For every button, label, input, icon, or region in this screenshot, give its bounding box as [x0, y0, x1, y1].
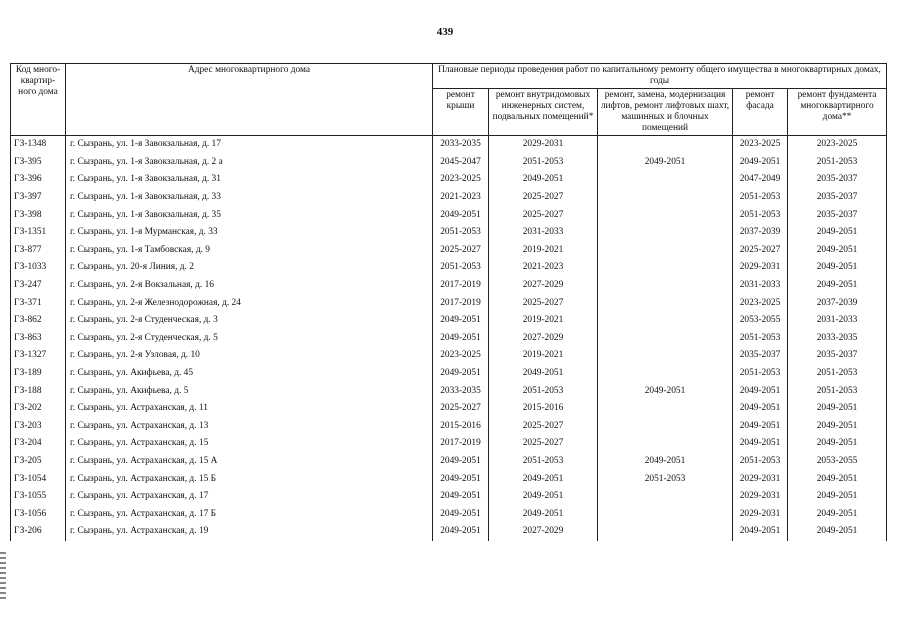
table-row [11, 505, 887, 523]
cell-systems: 2027-2029 [489, 330, 598, 348]
cell-code: ГЗ-188 [11, 382, 66, 400]
cell-foundation: 2033-2035 [788, 330, 887, 348]
cell-address: г. Сызрань, ул. 1-я Завокзальная, д. 2 а [66, 154, 433, 172]
cell-roof: 2049-2051 [433, 330, 489, 348]
cell-elevators [598, 259, 733, 277]
cell-address: г. Сызрань, ул. Астраханская, д. 17 [66, 488, 433, 506]
table-row [11, 171, 887, 189]
cell-code: ГЗ-189 [11, 365, 66, 383]
cell-roof: 2025-2027 [433, 400, 489, 418]
cell-roof: 2015-2016 [433, 418, 489, 436]
cell-code: ГЗ-1054 [11, 470, 66, 488]
table-row [11, 523, 887, 541]
cell-facade: 2049-2051 [733, 154, 788, 172]
cell-elevators: 2049-2051 [598, 453, 733, 471]
cell-address: г. Сызрань, ул. Астраханская, д. 15 Б [66, 470, 433, 488]
table-row [11, 294, 887, 312]
cell-roof: 2017-2019 [433, 435, 489, 453]
cell-foundation: 2049-2051 [788, 277, 887, 295]
header-systems: ремонт внутридомовых инженерных систем, подвальных помещений* [489, 89, 598, 136]
cell-facade: 2051-2053 [733, 330, 788, 348]
table-row [11, 453, 887, 471]
table-row [11, 136, 887, 154]
cell-elevators: 2051-2053 [598, 470, 733, 488]
cell-systems: 2049-2051 [489, 171, 598, 189]
cell-roof: 2049-2051 [433, 365, 489, 383]
cell-roof: 2051-2053 [433, 259, 489, 277]
cell-address: г. Сызрань, ул. 20-я Линия, д. 2 [66, 259, 433, 277]
cell-code: ГЗ-1348 [11, 136, 66, 154]
cell-roof: 2033-2035 [433, 382, 489, 400]
cell-elevators [598, 224, 733, 242]
table-row [11, 259, 887, 277]
table-row [11, 224, 887, 242]
capital-repair-schedule-table [10, 63, 887, 541]
cell-address: г. Сызрань, ул. 1-я Тамбовская, д. 9 [66, 242, 433, 260]
cell-address: г. Сызрань, ул. 1-я Мурманская, д. 33 [66, 224, 433, 242]
cell-facade: 2049-2051 [733, 435, 788, 453]
cell-foundation: 2049-2051 [788, 505, 887, 523]
table-row [11, 277, 887, 295]
cell-roof: 2023-2025 [433, 347, 489, 365]
cell-systems: 2049-2051 [489, 470, 598, 488]
header-code: Код много-квартир-ного дома [11, 64, 66, 136]
cell-systems: 2025-2027 [489, 294, 598, 312]
cell-facade: 2023-2025 [733, 136, 788, 154]
cell-foundation: 2049-2051 [788, 400, 887, 418]
cell-elevators [598, 435, 733, 453]
cell-roof: 2021-2023 [433, 189, 489, 207]
table-row [11, 242, 887, 260]
cell-address: г. Сызрань, ул. 2-я Студенческая, д. 5 [66, 330, 433, 348]
cell-address: г. Сызрань, ул. 1-я Завокзальная, д. 31 [66, 171, 433, 189]
cell-roof: 2051-2053 [433, 224, 489, 242]
cell-systems: 2049-2051 [489, 505, 598, 523]
table-row [11, 488, 887, 506]
cell-code: ГЗ-862 [11, 312, 66, 330]
cell-address: г. Сызрань, ул. Астраханская, д. 19 [66, 523, 433, 541]
cell-elevators [598, 365, 733, 383]
cell-roof: 2017-2019 [433, 277, 489, 295]
cell-address: г. Сызрань, ул. 2-я Студенческая, д. 3 [66, 312, 433, 330]
cell-systems: 2049-2051 [489, 365, 598, 383]
cell-foundation: 2049-2051 [788, 418, 887, 436]
cell-facade: 2047-2049 [733, 171, 788, 189]
cell-facade: 2029-2031 [733, 259, 788, 277]
cell-code: ГЗ-398 [11, 206, 66, 224]
cell-code: ГЗ-877 [11, 242, 66, 260]
cell-code: ГЗ-395 [11, 154, 66, 172]
cell-systems: 2051-2053 [489, 154, 598, 172]
table-row [11, 312, 887, 330]
cell-address: г. Сызрань, ул. Астраханская, д. 17 Б [66, 505, 433, 523]
cell-foundation: 2035-2037 [788, 206, 887, 224]
cell-address: г. Сызрань, ул. Астраханская, д. 11 [66, 400, 433, 418]
header-foundation: ремонт фундамента многоквартирного дома** [788, 89, 887, 136]
cell-systems: 2051-2053 [489, 453, 598, 471]
header-elevators: ремонт, замена, модернизация лифтов, ремонт лифтовых шахт, машинных и блочных помещений [598, 89, 733, 136]
cell-elevators [598, 277, 733, 295]
cell-elevators [598, 171, 733, 189]
cell-code: ГЗ-1351 [11, 224, 66, 242]
cell-code: ГЗ-1033 [11, 259, 66, 277]
cell-facade: 2049-2051 [733, 400, 788, 418]
cell-address: г. Сызрань, ул. Астраханская, д. 15 А [66, 453, 433, 471]
cell-address: г. Сызрань, ул. 1-я Завокзальная, д. 33 [66, 189, 433, 207]
cell-elevators [598, 242, 733, 260]
cell-facade: 2031-2033 [733, 277, 788, 295]
table-row [11, 435, 887, 453]
cell-elevators [598, 523, 733, 541]
cell-code: ГЗ-204 [11, 435, 66, 453]
cell-foundation: 2031-2033 [788, 312, 887, 330]
cell-elevators [598, 136, 733, 154]
cell-facade: 2051-2053 [733, 189, 788, 207]
cell-address: г. Сызрань, ул. 1-я Завокзальная, д. 35 [66, 206, 433, 224]
cell-facade: 2023-2025 [733, 294, 788, 312]
cell-systems: 2049-2051 [489, 488, 598, 506]
cell-address: г. Сызрань, ул. Астраханская, д. 15 [66, 435, 433, 453]
cell-code: ГЗ-247 [11, 277, 66, 295]
cell-foundation: 2023-2025 [788, 136, 887, 154]
cell-systems: 2021-2023 [489, 259, 598, 277]
cell-elevators [598, 330, 733, 348]
cell-code: ГЗ-1327 [11, 347, 66, 365]
cell-address: г. Сызрань, ул. Астраханская, д. 13 [66, 418, 433, 436]
cell-address: г. Сызрань, ул. 1-я Завокзальная, д. 17 [66, 136, 433, 154]
table-row [11, 206, 887, 224]
header-periods-group: Плановые периоды проведения работ по капитальному ремонту общего имущества в многоквартирных домах, годы [433, 64, 887, 89]
table-row [11, 347, 887, 365]
table-row [11, 330, 887, 348]
cell-code: ГЗ-202 [11, 400, 66, 418]
header-roof: ремонт крыши [433, 89, 489, 136]
cell-code: ГЗ-1055 [11, 488, 66, 506]
table-row [11, 418, 887, 436]
cell-roof: 2049-2051 [433, 488, 489, 506]
table-row [11, 470, 887, 488]
cell-facade: 2029-2031 [733, 470, 788, 488]
cell-address: г. Сызрань, ул. 2-я Железнодорожная, д. 24 [66, 294, 433, 312]
cell-address: г. Сызрань, ул. 2-я Узловая, д. 10 [66, 347, 433, 365]
cell-elevators [598, 418, 733, 436]
cell-facade: 2029-2031 [733, 488, 788, 506]
cell-facade: 2035-2037 [733, 347, 788, 365]
cell-facade: 2049-2051 [733, 418, 788, 436]
cell-foundation: 2051-2053 [788, 154, 887, 172]
cell-foundation: 2051-2053 [788, 365, 887, 383]
cell-systems: 2027-2029 [489, 277, 598, 295]
table-row [11, 154, 887, 172]
cell-elevators [598, 488, 733, 506]
cell-address: г. Сызрань, ул. Акифьева, д. 45 [66, 365, 433, 383]
cell-systems: 2031-2033 [489, 224, 598, 242]
cell-code: ГЗ-205 [11, 453, 66, 471]
cell-facade: 2051-2053 [733, 365, 788, 383]
cell-roof: 2049-2051 [433, 312, 489, 330]
scan-artifact [0, 552, 6, 600]
cell-foundation: 2049-2051 [788, 470, 887, 488]
table-body [11, 136, 887, 541]
cell-code: ГЗ-397 [11, 189, 66, 207]
cell-systems: 2025-2027 [489, 206, 598, 224]
cell-foundation: 2049-2051 [788, 523, 887, 541]
cell-foundation: 2049-2051 [788, 242, 887, 260]
cell-elevators [598, 505, 733, 523]
cell-foundation: 2049-2051 [788, 488, 887, 506]
cell-address: г. Сызрань, ул. 2-я Вокзальная, д. 16 [66, 277, 433, 295]
cell-elevators [598, 294, 733, 312]
page-number: 439 [436, 26, 454, 38]
header-address: Адрес многоквартирного дома [66, 64, 433, 136]
table-row [11, 382, 887, 400]
cell-code: ГЗ-863 [11, 330, 66, 348]
cell-foundation: 2051-2053 [788, 382, 887, 400]
cell-systems: 2027-2029 [489, 523, 598, 541]
cell-facade: 2053-2055 [733, 312, 788, 330]
cell-elevators: 2049-2051 [598, 382, 733, 400]
cell-facade: 2049-2051 [733, 523, 788, 541]
cell-systems: 2019-2021 [489, 242, 598, 260]
cell-roof: 2049-2051 [433, 505, 489, 523]
cell-systems: 2029-2031 [489, 136, 598, 154]
cell-systems: 2019-2021 [489, 347, 598, 365]
table-header [11, 64, 887, 136]
cell-systems: 2025-2027 [489, 189, 598, 207]
cell-foundation: 2049-2051 [788, 435, 887, 453]
cell-systems: 2019-2021 [489, 312, 598, 330]
table-row [11, 400, 887, 418]
cell-elevators [598, 312, 733, 330]
cell-code: ГЗ-1056 [11, 505, 66, 523]
cell-elevators [598, 206, 733, 224]
cell-roof: 2045-2047 [433, 154, 489, 172]
cell-roof: 2017-2019 [433, 294, 489, 312]
cell-facade: 2051-2053 [733, 206, 788, 224]
table-row [11, 189, 887, 207]
cell-foundation: 2049-2051 [788, 259, 887, 277]
cell-facade: 2049-2051 [733, 382, 788, 400]
cell-systems: 2051-2053 [489, 382, 598, 400]
cell-code: ГЗ-396 [11, 171, 66, 189]
cell-elevators [598, 189, 733, 207]
cell-facade: 2029-2031 [733, 505, 788, 523]
cell-roof: 2049-2051 [433, 523, 489, 541]
header-facade: ремонт фасада [733, 89, 788, 136]
cell-facade: 2025-2027 [733, 242, 788, 260]
cell-roof: 2049-2051 [433, 453, 489, 471]
cell-foundation: 2053-2055 [788, 453, 887, 471]
cell-roof: 2049-2051 [433, 470, 489, 488]
cell-code: ГЗ-206 [11, 523, 66, 541]
cell-systems: 2025-2027 [489, 418, 598, 436]
cell-elevators [598, 400, 733, 418]
cell-roof: 2049-2051 [433, 206, 489, 224]
cell-roof: 2023-2025 [433, 171, 489, 189]
cell-systems: 2015-2016 [489, 400, 598, 418]
table-row [11, 365, 887, 383]
cell-foundation: 2049-2051 [788, 224, 887, 242]
cell-systems: 2025-2027 [489, 435, 598, 453]
cell-elevators [598, 347, 733, 365]
cell-foundation: 2035-2037 [788, 347, 887, 365]
cell-facade: 2051-2053 [733, 453, 788, 471]
cell-elevators: 2049-2051 [598, 154, 733, 172]
cell-foundation: 2035-2037 [788, 189, 887, 207]
cell-address: г. Сызрань, ул. Акифьева, д. 5 [66, 382, 433, 400]
cell-code: ГЗ-371 [11, 294, 66, 312]
cell-facade: 2037-2039 [733, 224, 788, 242]
cell-roof: 2025-2027 [433, 242, 489, 260]
cell-code: ГЗ-203 [11, 418, 66, 436]
cell-foundation: 2037-2039 [788, 294, 887, 312]
cell-roof: 2033-2035 [433, 136, 489, 154]
cell-foundation: 2035-2037 [788, 171, 887, 189]
